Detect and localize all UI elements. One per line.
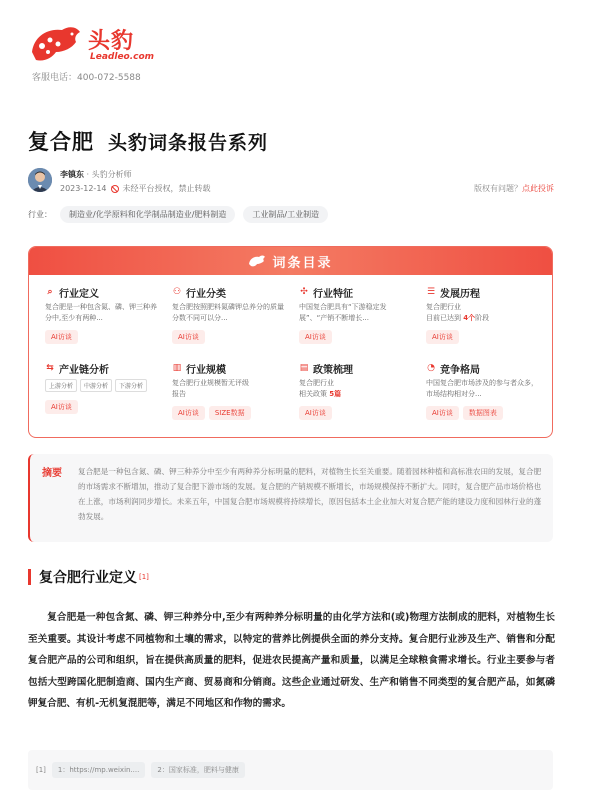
catalog-item-scale[interactable]	[166, 357, 292, 432]
feature-icon: ✣	[300, 287, 308, 297]
avatar-portrait-icon	[28, 168, 52, 192]
leopard-icon	[248, 254, 266, 268]
desc-line: 复合肥行业	[426, 303, 461, 311]
catalog-item-desc: 复合肥是一种包含氮、磷、钾三种养分中,至少有两种...	[45, 303, 157, 322]
midstream-tag[interactable]: 中游分析	[80, 379, 112, 392]
catalog-item-title: 产业链分析	[59, 364, 109, 376]
complaint-link[interactable]: 点此投诉	[522, 184, 554, 193]
page-title	[28, 126, 268, 156]
hierarchy-icon: ⚇	[172, 287, 182, 297]
catalog-item-title: 行业定义	[59, 288, 99, 300]
bar-chart-icon: ▥	[172, 363, 182, 373]
leopard-logo-icon	[28, 22, 84, 66]
title-series: 头豹词条报告系列	[108, 132, 269, 154]
ai-interview-button[interactable]: AI访谈	[426, 406, 459, 420]
footnote-bar	[28, 750, 553, 790]
data-chart-button[interactable]: 数据图表	[463, 406, 503, 420]
chain-icon: ⇆	[46, 363, 54, 373]
footnote-label: [1]	[36, 766, 46, 774]
reference-marker[interactable]: [1]	[139, 573, 149, 581]
catalog-item-desc: 中国复合肥市场涉及的参与者众多，市场结构相对分...	[426, 379, 538, 398]
brand-logo[interactable]	[28, 18, 178, 68]
catalog-item-desc: 复合肥按照肥料氮磷钾总养分的质量分数不同可以分...	[172, 303, 284, 322]
industry-tag[interactable]: 工业制品/工业制造	[243, 206, 328, 223]
abstract-box	[28, 454, 553, 542]
stage-count: 4个	[463, 314, 476, 322]
catalog-item-history[interactable]	[420, 281, 546, 356]
search-doc-icon: ⌕	[47, 287, 53, 297]
ai-interview-button[interactable]: AI访谈	[172, 406, 205, 420]
brand-name: 头豹	[88, 29, 135, 54]
section-heading	[28, 567, 149, 587]
catalog-item-classification[interactable]	[166, 281, 292, 356]
section-title-text: 复合肥行业定义	[39, 570, 137, 586]
copyright-question: 版权有问题？	[474, 184, 522, 193]
brand-domain: Leadleo.com	[90, 52, 155, 62]
policy-count: 5篇	[329, 390, 342, 398]
author-role: · 头豹分析师	[86, 170, 132, 179]
catalog-title: 词条目录	[272, 255, 333, 271]
ai-interview-button[interactable]: AI访谈	[172, 330, 205, 344]
upstream-tag[interactable]: 上游分析	[45, 379, 77, 392]
desc-line: 目前已达到	[426, 314, 464, 322]
author-avatar[interactable]	[28, 168, 52, 192]
desc-line: 复合肥行业	[299, 379, 334, 387]
reprint-notice: 未经平台授权，禁止转载	[122, 184, 211, 193]
catalog-header	[29, 247, 552, 275]
catalog-item-title: 行业特征	[313, 288, 353, 300]
catalog-item-title: 行业分类	[186, 288, 226, 300]
desc-line: 相关政策	[299, 390, 330, 398]
catalog-item-policy[interactable]	[293, 357, 419, 432]
author-meta	[60, 183, 211, 194]
no-reprint-icon	[111, 185, 119, 193]
catalog-item-features[interactable]	[293, 281, 419, 356]
publish-date: 2023-12-14	[60, 184, 107, 193]
footnote-source-link[interactable]: 2：国家标准，肥料与健康	[151, 762, 244, 778]
industry-tag[interactable]: 制造业/化学原料和化学制品制造业/肥料制造	[60, 206, 235, 223]
copyright-notice	[474, 183, 554, 194]
industry-label: 行业：	[28, 209, 52, 219]
ai-interview-button[interactable]: AI访谈	[299, 406, 332, 420]
ai-interview-button[interactable]: AI访谈	[45, 400, 78, 414]
service-phone: 客服电话：400-072-5588	[32, 73, 141, 83]
ai-interview-button[interactable]: AI访谈	[299, 330, 332, 344]
catalog-item-desc: 中国复合肥具有“下游稳定发展”、“产销不断增长...	[299, 303, 387, 322]
timeline-icon: ☰	[426, 287, 436, 297]
industry-tags	[28, 205, 328, 223]
author-name[interactable]: 李镇东	[60, 170, 84, 179]
ai-interview-button[interactable]: AI访谈	[426, 330, 459, 344]
size-data-button[interactable]: SIZE数据	[209, 406, 251, 420]
catalog-item-title: 行业规模	[186, 364, 226, 376]
catalog-item-definition[interactable]	[39, 281, 165, 356]
title-main: 复合肥	[28, 130, 94, 154]
section-bar	[28, 569, 31, 585]
catalog-item-desc	[299, 378, 413, 400]
desc-suffix: 阶段	[475, 314, 490, 322]
catalog-item-industry-chain[interactable]	[39, 357, 165, 432]
catalog-item-title: 竞争格局	[440, 364, 480, 376]
abstract-text: 复合肥是一种包含氮、磷、钾三种养分中至少有两种养分标明量的肥料，对植物生长至关重要。随着园林种植和高标准农田的发展，复合肥的市场需求不断增加，推动了复合肥下游市场的发展。复合肥的产销规模不断增长，市场规模保持不断扩大。同时，复合肥产品市场价格也在上涨，市场利润同步增长。未来五年，中国复合肥市场规模将持续增长，原因包括本土企业加大对复合肥产能的建设力度和园林行业的蓬勃发展。	[78, 467, 542, 521]
abstract-label: 摘要	[42, 468, 62, 479]
catalog-item-desc	[426, 302, 540, 324]
catalog-item-competition[interactable]	[420, 357, 546, 432]
catalog-item-title: 发展历程	[440, 288, 480, 300]
footnote-source-link[interactable]: 1：https://mp.weixin....	[52, 762, 145, 778]
author-info	[60, 169, 132, 180]
pie-chart-icon: ◔	[427, 363, 435, 373]
downstream-tag[interactable]: 下游分析	[115, 379, 147, 392]
policy-icon: ▤	[299, 363, 309, 373]
ai-interview-button[interactable]: AI访谈	[45, 330, 78, 344]
catalog-box	[28, 246, 553, 438]
catalog-item-desc: 复合肥行业规模暂无评级报告	[172, 379, 249, 398]
catalog-item-title: 政策梳理	[313, 364, 353, 376]
section-body: 复合肥是一种包含氮、磷、钾三种养分中,至少有两种养分标明量的由化学方法和(或)物理方法制成的肥料，对植物生长至关重要。其设计考虑不同植物和土壤的需求，以特定的营养比例提供全面的养分支持。复合肥行业涉及生产、销售和分配复合肥产品的公司和组织，旨在提供高质量的肥料，促进农民提高产量和质量，以满足全球粮食需求增长。行业主要参与者包括大型跨国化肥制造商、国内生产商、贸易商和分销商。这些企业通过研发、生产和销售不同类型的复合肥产品，如氮磷钾复合肥、有机-无机复混肥等，满足不同地区和作物的需求。	[28, 612, 555, 709]
